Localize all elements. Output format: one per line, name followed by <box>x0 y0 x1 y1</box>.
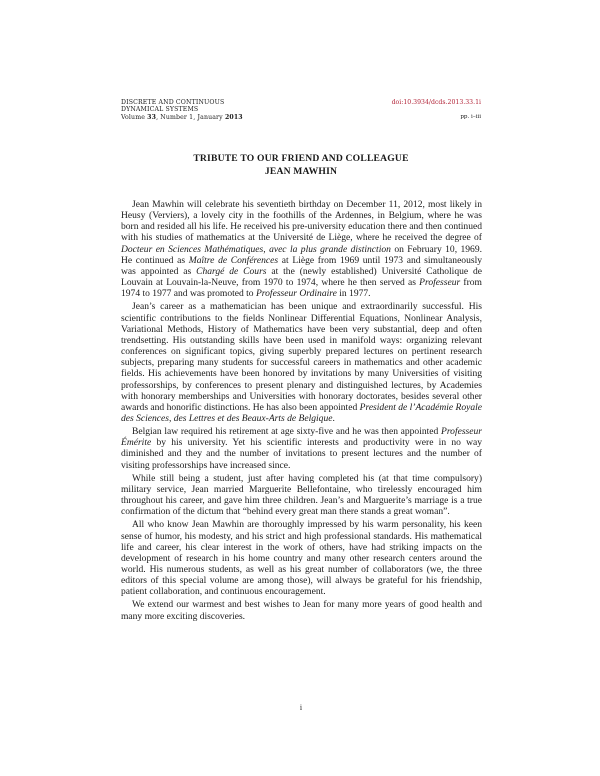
p1-degree: Docteur en Sciences Mathématiques, avec la plus grande distinction <box>121 243 391 255</box>
p1-text-c: on February 10, 1969. He continued as <box>121 243 482 266</box>
p2-academy: President de l’Académie Royale des Sciences, des Lettres et des Beaux-Arts de Belgique <box>121 401 483 424</box>
journal-name-line2: DYNAMICAL SYSTEMS <box>121 106 199 114</box>
p1-title-professeur: Professeur <box>419 277 461 289</box>
doi-link[interactable]: doi:10.3934/dcds.2013.33.1i <box>391 99 481 106</box>
page-range: pp. i–iii <box>460 114 481 120</box>
p1-title-ordinaire: Professeur Ordinaire <box>255 288 337 300</box>
issue-text: , Number 1, January <box>156 113 225 121</box>
p1-text-e: at Liège from 1969 until 1973 and simultaneously was appointed as <box>121 254 482 277</box>
journal-name-line1: DISCRETE AND CONTINUOUS <box>121 99 225 106</box>
paragraph-3 <box>121 426 482 471</box>
p1-text-a: Jean Mawhin will celebrate his seventieth birthday on December 11, 2012, most likely in Heusy (Verviers), a lovely city in the foothills of the Ardennes, in Belgium, where he was born and resided all his life. He received his pre-university education there and then continued with his studies of mathematics at the Université de Liège, where he received the degree of <box>121 199 482 244</box>
volume-number: 33 <box>147 113 157 121</box>
paragraph-1 <box>121 199 482 299</box>
paragraph-5: All who know Jean Mawhin are thoroughly impressed by his warm personality, his keen sense of humor, his modesty, and his strict and high professional standards. His mathematical life and career, his clear interest in the work of others, have had striking impacts on the development of research in his home country and many other research centers around the world. His numerous students, as well as his great number of collaborators (we, the three editors of this special volume are among those), will always be grateful for his friendship, patient collaboration, and continuous encouragement. <box>121 519 482 598</box>
paragraph-4: While still being a student, just after having completed his (at that time compulsory) military service, Jean married Marguerite Bellefontaine, who tirelessly encouraged him throughout his career, and gave him three children. Jean’s and Marguerite’s marriage is a true confirmation of the dictum that “behind every great man there stands a great woman”. <box>121 472 482 518</box>
paper-title <box>121 153 481 178</box>
paragraph-2 <box>121 301 482 424</box>
volume-prefix: Volume <box>121 113 148 121</box>
p2-text-a: Jean’s career as a mathematician has been unique and extraordinarily successful. His scientific contributions to the fields Nonlinear Differential Equations, Nonlinear Analysis, Variational Methods, History of Mathematics have been very substantial, deep and often trendsetting. His outstanding skills have been used in manifold ways: organizing relevant conferences on significant topics, giving superbly prepared lectures on pertinent research subjects, preparing many students for successful careers in mathematics and other academic fields. His achievements have been honored by invitations by many Universities of visiting professorships, by conferences to present plenary and distinguished lectures, by Academies with honorary memberships and Universities with honorary doctorates, besides several other awards and honorific distinctions. He has also been appointed <box>121 301 482 413</box>
volume-line <box>121 114 243 121</box>
journal-info <box>121 99 243 121</box>
page-number: i <box>299 703 303 712</box>
paragraph-6: We extend our warmest and best wishes to Jean for many more years of good health and many more exciting discoveries. <box>121 599 482 622</box>
p3-text-a: Belgian law required his retirement at age sixty-five and he was then appointed <box>132 426 441 438</box>
p1-text-g: at the (newly established) Université Catholique de Louvain at Louvain-la-Neuve, from 1970 to 1974, where he then served as <box>121 265 482 289</box>
p2-text-c: . <box>332 412 335 424</box>
p3-text-c: by his university. Yet his scientific interests and productivity were in no way diminished and they and the number of invitations to present lectures and the number of visiting professorships have increased since. <box>121 437 482 471</box>
title-line-2: JEAN MAWHIN <box>264 165 338 177</box>
year: 2013 <box>224 113 243 121</box>
running-header <box>121 99 481 121</box>
p1-text-i: from 1974 to 1977 and was promoted to <box>121 277 482 300</box>
p1-title-charge: Chargé de Cours <box>196 265 267 277</box>
body-text <box>121 199 482 624</box>
p1-title-maitre: Maître de Conférences <box>188 254 279 266</box>
p1-text-k: in 1977. <box>336 288 371 300</box>
title-line-1: TRIBUTE TO OUR FRIEND AND COLLEAGUE <box>193 153 409 164</box>
p3-emeritus: Professeur Émérite <box>121 426 482 449</box>
